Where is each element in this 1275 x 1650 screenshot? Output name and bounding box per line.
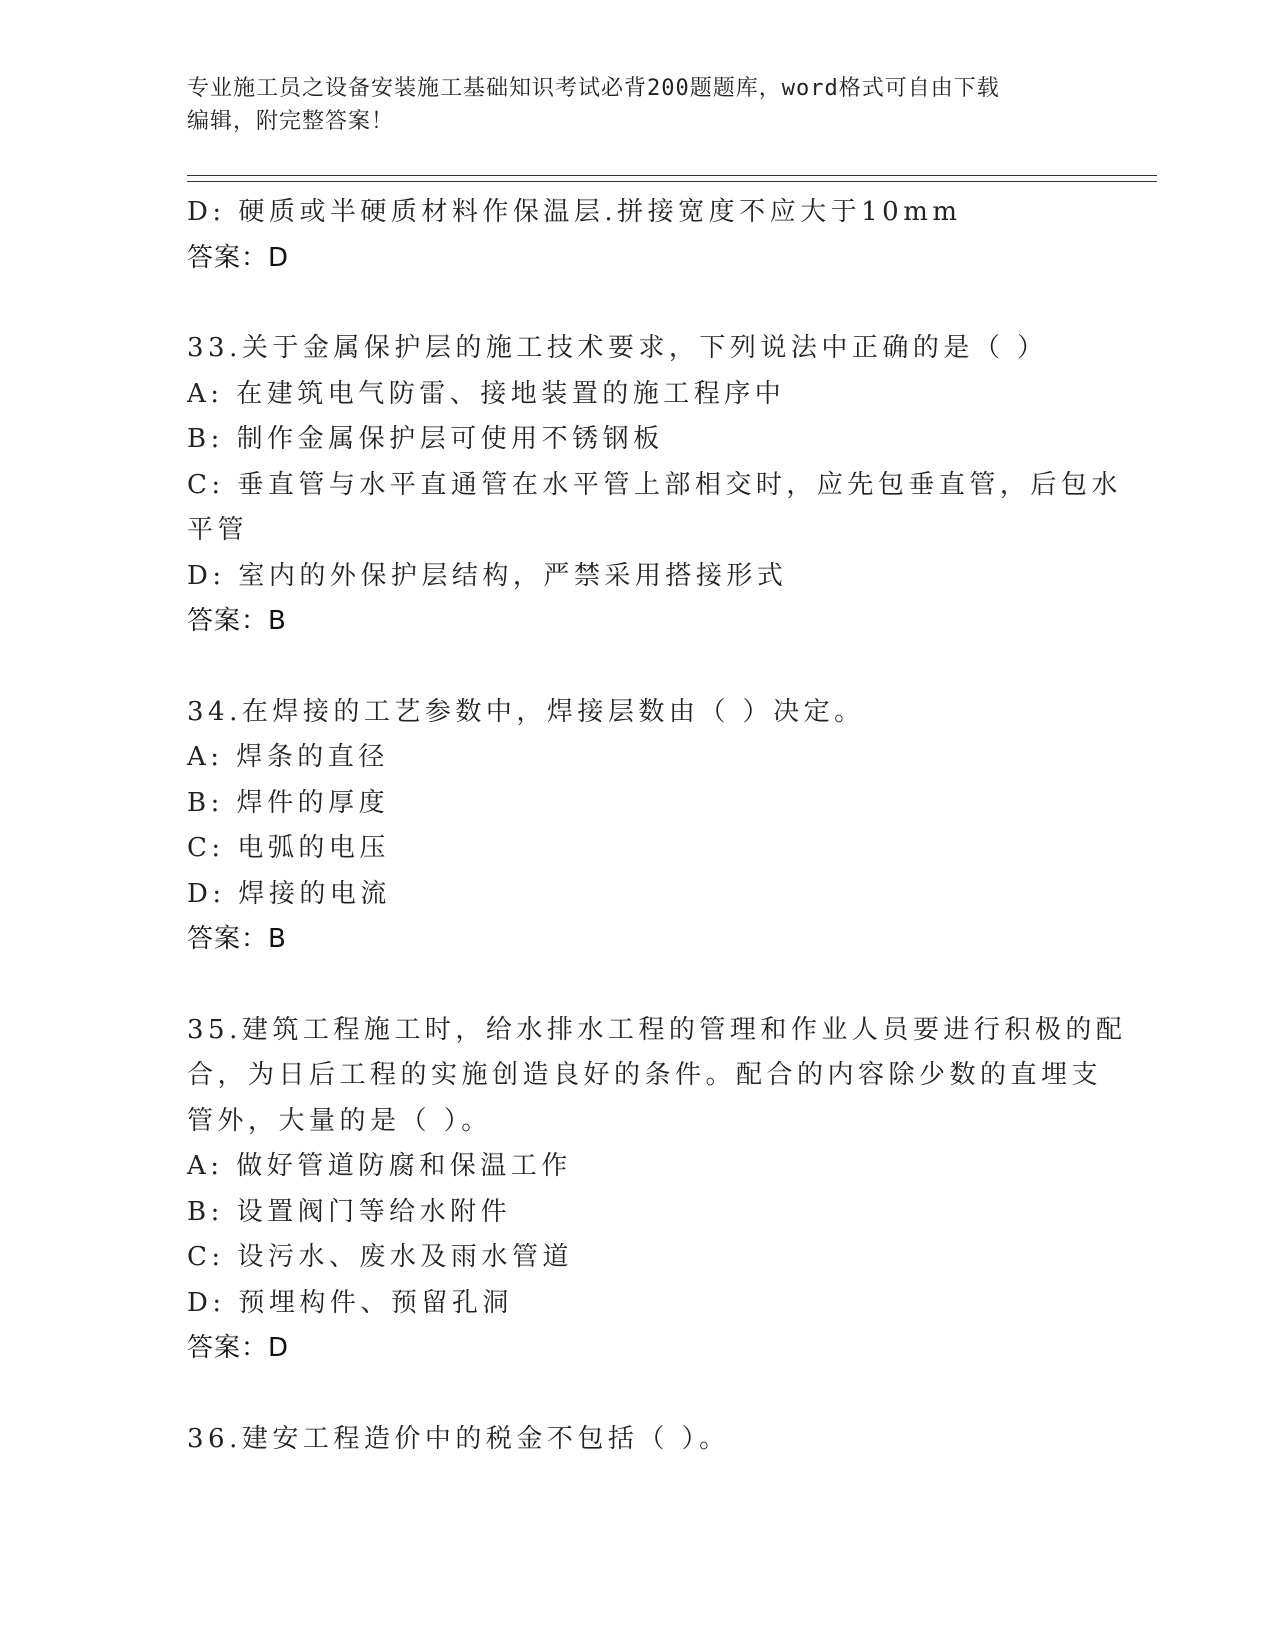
option-c-continued: 平管 bbox=[187, 515, 249, 545]
question-list bbox=[187, 190, 1127, 1462]
option-d: D: 室内的外保护层结构，严禁采用搭接形式 bbox=[187, 560, 788, 591]
option-a: A: 在建筑电气防雷、接地装置的施工程序中 bbox=[187, 378, 786, 409]
spacer bbox=[187, 963, 1077, 1008]
option-c: C: 设污水、废水及雨水管道 bbox=[187, 1242, 573, 1272]
spacer bbox=[187, 281, 1077, 326]
header-divider-bottom bbox=[187, 181, 1157, 182]
option-c: C: 电弧的电压 bbox=[187, 833, 390, 863]
option-b: B: 制作金属保护层可使用不锈钢板 bbox=[187, 424, 664, 454]
spacer bbox=[187, 1372, 1077, 1417]
header-title-line-2: 编辑，附完整答案！ bbox=[187, 109, 395, 134]
option-c: C: 垂直管与水平直通管在水平管上部相交时，应先包垂直管，后包水 bbox=[187, 469, 1122, 500]
option-a: A: 做好管道防腐和保温工作 bbox=[187, 1151, 572, 1181]
question-stem-continued: 合，为日后工程的实施创造良好的条件。配合的内容除少数的直埋支 bbox=[187, 1060, 1103, 1090]
answer: 答案：D bbox=[187, 242, 290, 273]
question-35 bbox=[187, 1008, 1127, 1372]
question-stem: 34.在焊接的工艺参数中，焊接层数由（ ）决定。 bbox=[187, 696, 865, 727]
header-title-line-1: 专业施工员之设备安装施工基础知识考试必背200题题库，word格式可自由下载 bbox=[187, 76, 1000, 101]
question-stem: 36.建安工程造价中的税金不包括（ ）。 bbox=[187, 1423, 730, 1454]
question-33 bbox=[187, 326, 1122, 645]
option-a: A: 焊条的直径 bbox=[187, 742, 389, 772]
answer: 答案：D bbox=[187, 1333, 290, 1363]
option-b: B: 设置阀门等给水附件 bbox=[187, 1196, 512, 1227]
header-divider-top bbox=[187, 175, 1157, 176]
question-stem: 33.关于金属保护层的施工技术要求，下列说法中正确的是（ ） bbox=[187, 333, 1048, 363]
page-header bbox=[187, 72, 1087, 138]
answer: 答案：B bbox=[187, 606, 287, 636]
question-36 bbox=[187, 1417, 1077, 1463]
spacer bbox=[187, 645, 1077, 690]
option-d: D: 焊接的电流 bbox=[187, 878, 391, 909]
option-b: B: 焊件的厚度 bbox=[187, 787, 390, 818]
question-stem-continued: 管外，大量的是（ ）。 bbox=[187, 1105, 492, 1136]
answer: 答案：B bbox=[187, 924, 287, 954]
question-32-tail bbox=[187, 190, 1077, 281]
option-d: D: 硬质或半硬质材料作保温层.拼接宽度不应大于10mm bbox=[187, 197, 962, 227]
option-d: D: 预埋构件、预留孔洞 bbox=[187, 1287, 513, 1318]
question-34 bbox=[187, 690, 1077, 963]
question-stem: 35.建筑工程施工时，给水排水工程的管理和作业人员要进行积极的配 bbox=[187, 1014, 1127, 1045]
